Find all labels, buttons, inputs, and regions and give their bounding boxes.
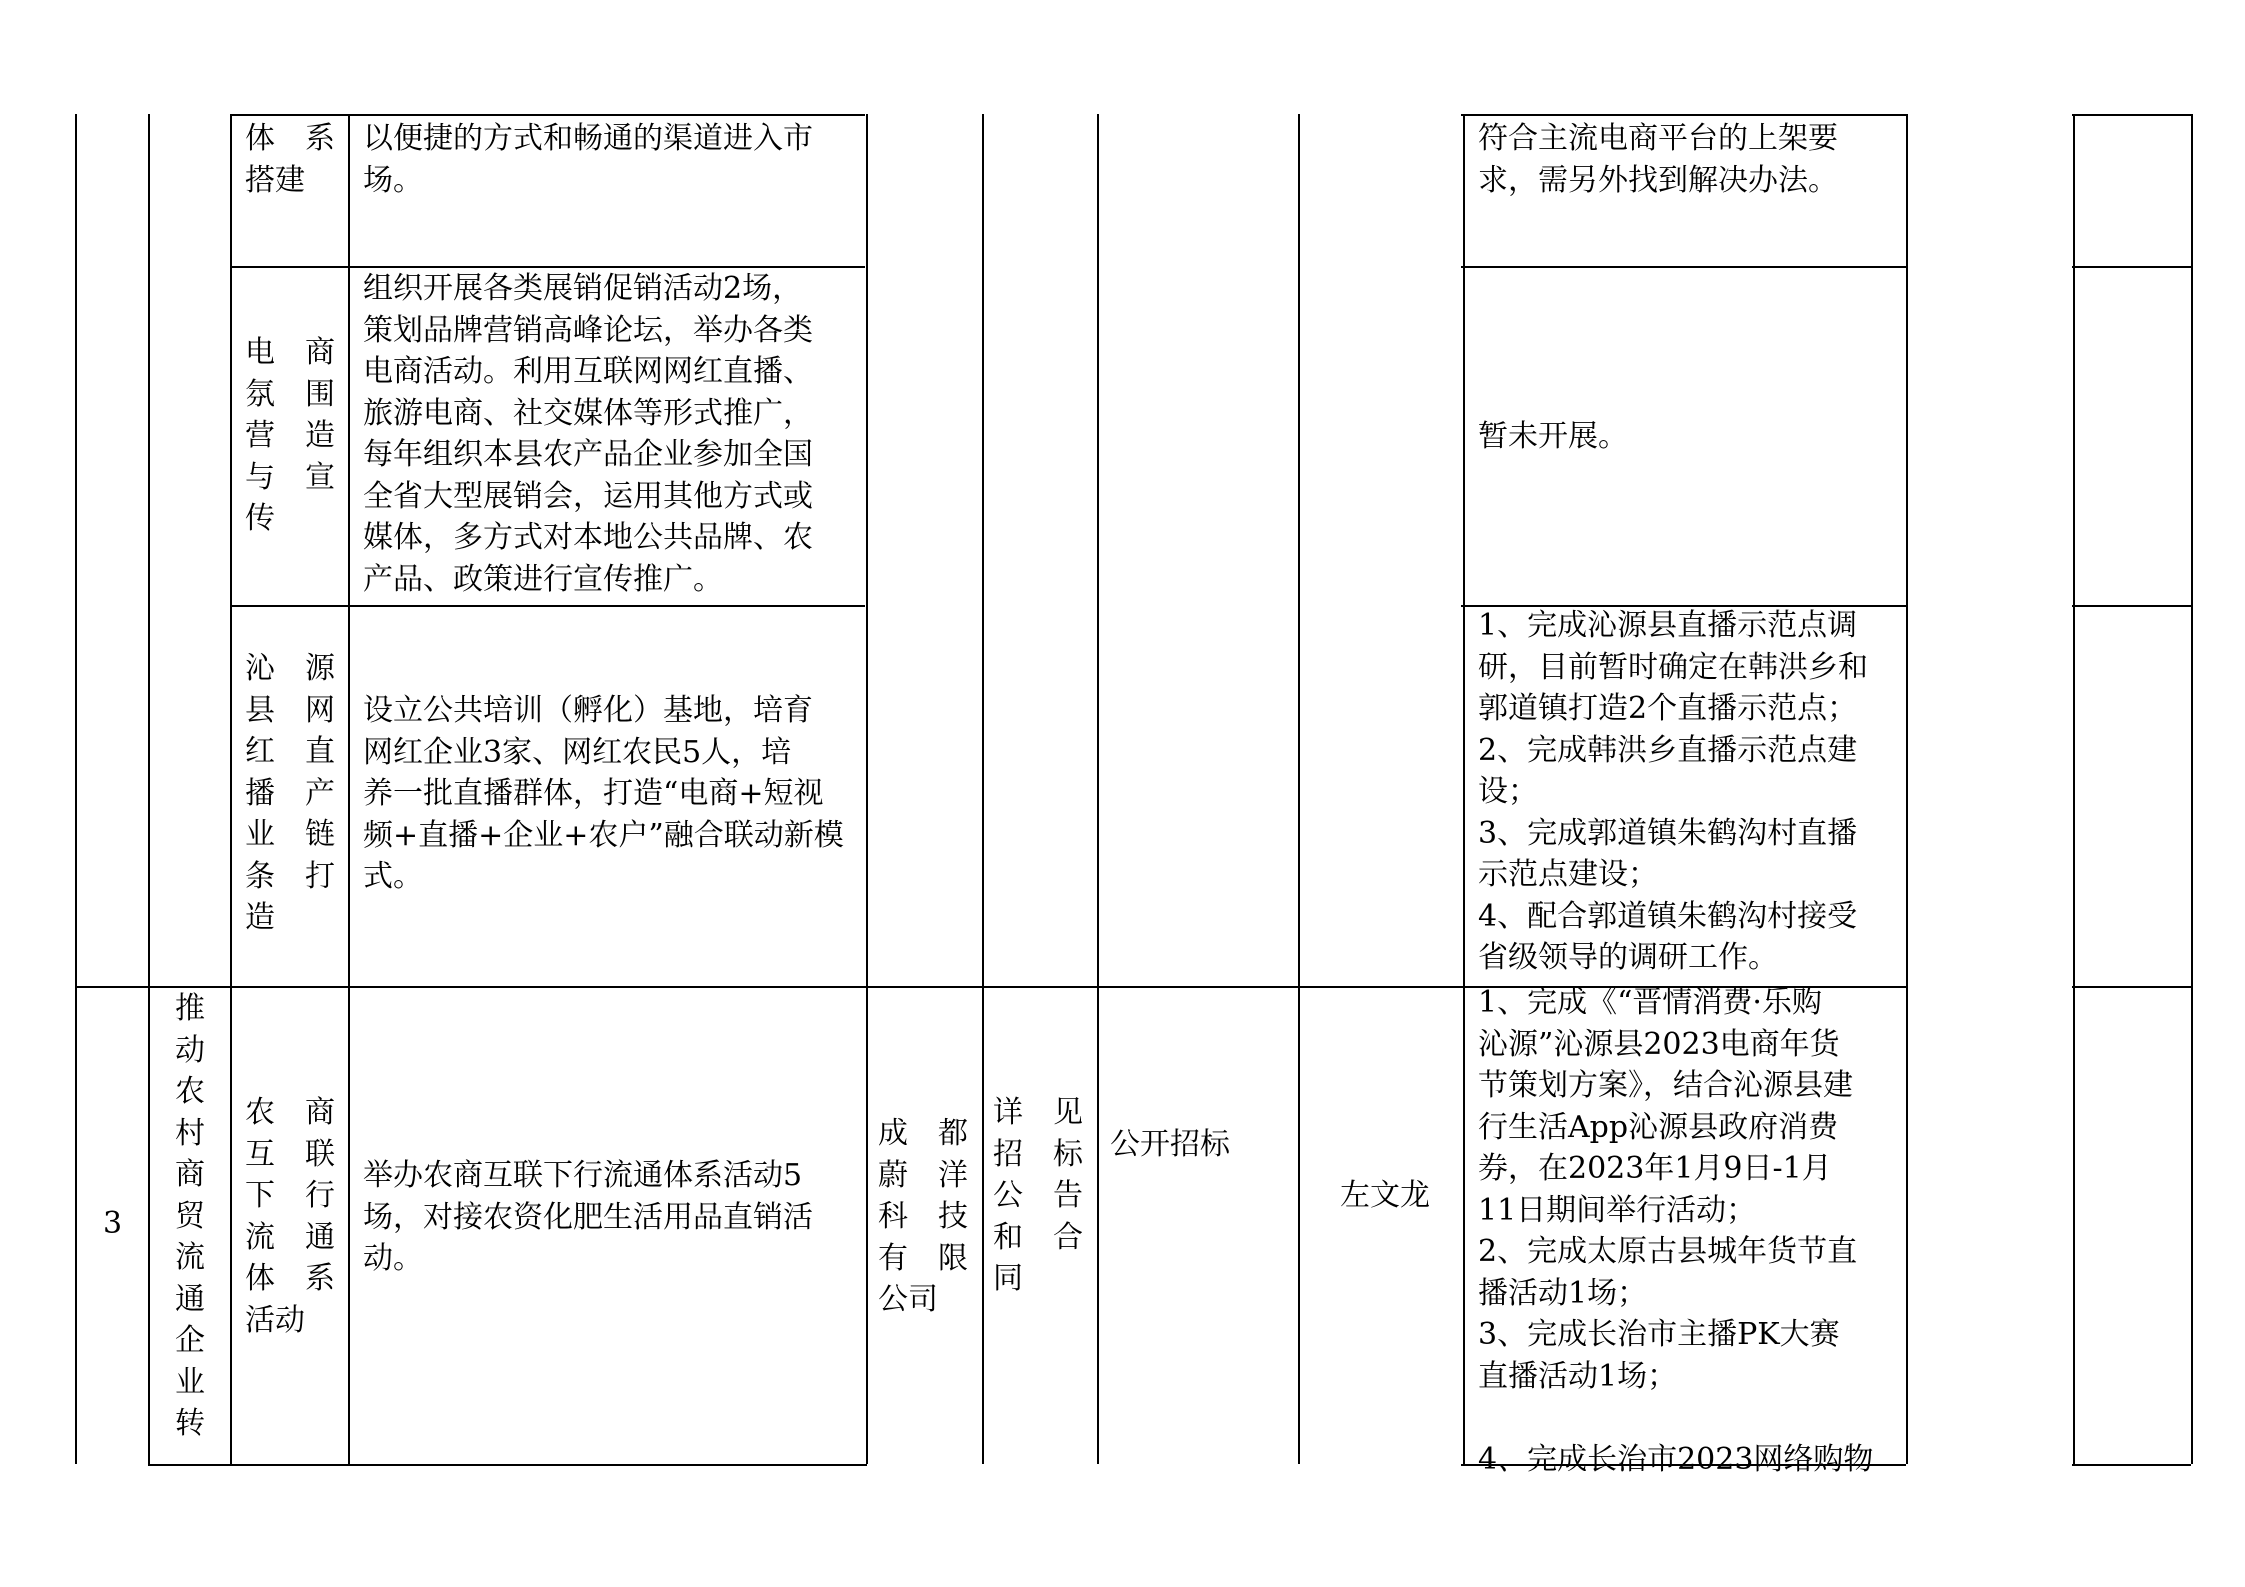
row-bottom-border bbox=[2072, 1464, 2191, 1466]
col-border bbox=[348, 114, 350, 1464]
row4-content: 举办农商互联下行流通体系活动5 场，对接农资化肥生活用品直销活 动。 bbox=[363, 1158, 813, 1276]
row4-contract: 详 见 招 标 公 告 和 合 同 bbox=[993, 1095, 1083, 1296]
row-divider bbox=[232, 605, 865, 607]
row4-index: 3 bbox=[103, 1206, 123, 1241]
col-border bbox=[148, 114, 150, 1464]
col-border bbox=[1463, 114, 1465, 1464]
row-top-border bbox=[2072, 114, 2191, 116]
row4-company: 成 都 蔚 洋 科 技 有 限 公司 bbox=[878, 1116, 968, 1317]
row-top-border bbox=[232, 114, 865, 116]
row3-progress: 1、完成沁源县直播示范点调 研，目前暂时确定在韩洪乡和 郭道镇打造2个直播示范点； 2、完成韩洪乡直播示范点建 设； 3、完成郭道镇朱鹤沟村直播 示范点建设； 4、配合郭道镇朱鹤沟村接受 省级领导的调研工作。 bbox=[1478, 608, 1868, 975]
row1-progress: 符合主流电商平台的上架要 求，需另外找到解决办法。 bbox=[1478, 121, 1838, 198]
col-border bbox=[230, 114, 232, 1464]
col-border bbox=[982, 114, 984, 1464]
row-divider bbox=[2072, 266, 2191, 268]
row-divider bbox=[2072, 605, 2191, 607]
row-divider bbox=[2072, 986, 2191, 988]
col-border bbox=[866, 114, 868, 1464]
row2-item: 电 商 氛 围 营 造 与 宣 传 bbox=[245, 335, 335, 536]
row4-progress: 1、完成《“晋情消费·乐购 沁源”沁源县2023电商年货 节策划方案》，结合沁源县建 行生活App沁源县政府消费 券，在2023年1月9日-1月 11日期间举行活动； 2、完成太原古县城年货节直 播活动1场； 3、完成长治市主播PK大赛 直播活动1场； 4、完成长治市2023网络购物 bbox=[1478, 985, 1874, 1477]
col-border bbox=[1298, 114, 1300, 1464]
row3-item: 沁 源 县 网 红 直 播 产 业 链 条 打 造 bbox=[245, 651, 335, 935]
row3-content: 设立公共培训（孵化）基地，培育 网红企业3家、网红农民5人，培 养一批直播群体，打造“电商+短视 频+直播+企业+农户”融合联动新模 式。 bbox=[363, 693, 844, 894]
row1-item: 体 系 搭建 bbox=[245, 121, 335, 198]
row-top-border bbox=[1461, 114, 1906, 116]
col-border bbox=[2073, 114, 2075, 1464]
row1-content: 以便捷的方式和畅通的渠道进入市 场。 bbox=[363, 121, 813, 198]
col-border bbox=[1906, 114, 1908, 1464]
row4-person: 左文龙 bbox=[1340, 1178, 1430, 1213]
row4-item: 农 商 互 联 下 行 流 通 体 系 活动 bbox=[245, 1095, 335, 1338]
col-border bbox=[1097, 114, 1099, 1464]
row2-content: 组织开展各类展销促销活动2场， 策划品牌营销高峰论坛，举办各类 电商活动。利用互联网网红直播、 旅游电商、社交媒体等形式推广， 每年组织本县农产品企业参加全国 全省大型展销会，运用其他方式或 媒体，多方式对本地公共品牌、农 产品、政策进行宣传推广。 bbox=[363, 271, 813, 597]
col-border bbox=[75, 114, 77, 1464]
row2-progress: 暂未开展。 bbox=[1478, 419, 1628, 454]
row4-method: 公开招标 bbox=[1110, 1127, 1230, 1162]
col-border bbox=[2191, 114, 2193, 1464]
row-bottom-border bbox=[148, 1464, 867, 1466]
row4-category: 推 动 农 村 商 贸 流 通 企 业 转 bbox=[175, 991, 205, 1441]
row-divider bbox=[1461, 266, 1906, 268]
